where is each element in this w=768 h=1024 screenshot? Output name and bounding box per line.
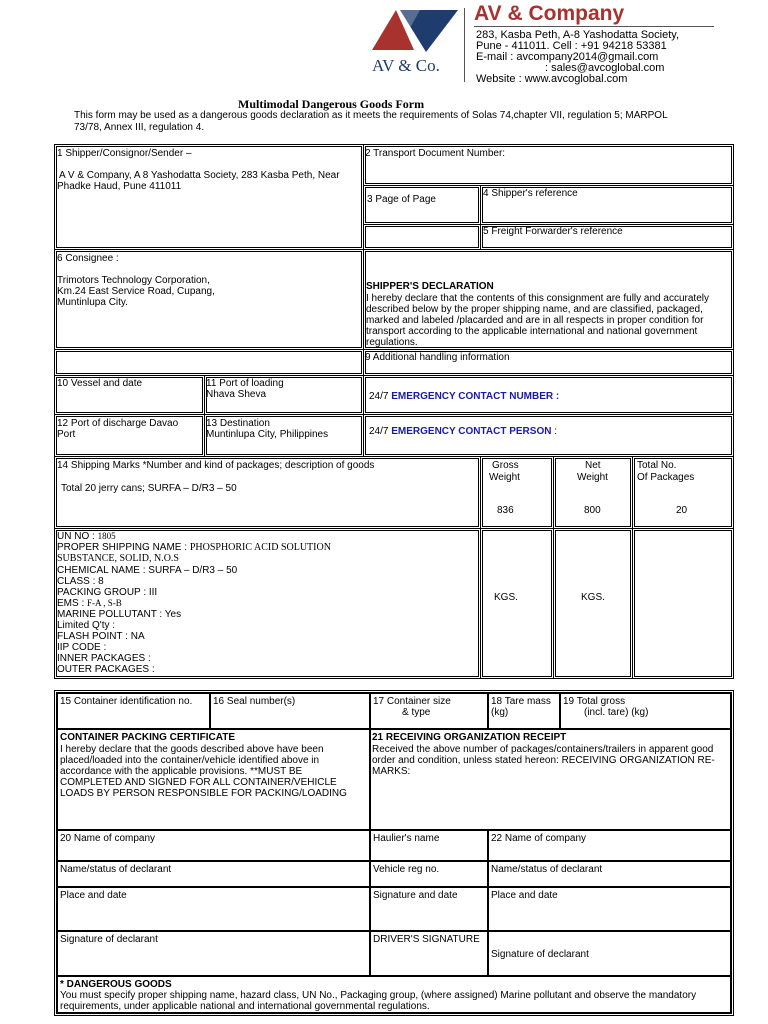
emergency-number-prefix: 24/7 [369,391,389,402]
name-status-left-label: Name/status of declarant [60,864,172,875]
declaration-line1: I hereby declare that the contents of this consignment are fully and accurately [366,293,709,304]
declaration-line4: transport according to the applicable international and national government [366,326,698,337]
goods-ems-value: F-A , S-B [87,598,122,608]
place-date-right-label: Place and date [491,890,558,901]
net-weight-value: 800 [584,505,601,516]
total-label-1: Total No. [637,460,677,471]
tare-label-2: (kg) [491,707,509,718]
company-email: E-mail : avcompany2014@gmail.com [476,51,659,63]
company-name-underline [474,26,714,27]
shipper-line2: Phadke Haud, Pune 411011 [57,181,182,192]
handling-label: 9 Additional handling information [365,352,510,363]
receipt-line2: order and condition, unless stated hereon: RECEIVING ORGANIZATION RE- [372,755,715,766]
shipping-marks-label: 14 Shipping Marks *Number and kind of packages; description of goods [57,460,375,471]
container-size-label-2: & type [402,707,431,718]
total-gross-label-2: (incl. tare) (kg) [584,707,649,718]
form-intro-line2: 73/78, Annex III, regulation 4. [74,122,205,133]
place-date-left-label: Place and date [60,890,127,901]
form-title: Multimodal Dangerous Goods Form [238,97,425,111]
gross-label-1: Gross [492,460,519,471]
header-divider [464,8,465,82]
emergency-person [369,426,557,438]
port-loading-value: Nhava Sheva [206,389,267,400]
emergency-person-prefix: 24/7 [369,426,389,437]
company-logo-icon [370,6,466,56]
declaration-title: SHIPPER'S DECLARATION [366,281,494,292]
goods-flash: FLASH POINT : NA [57,631,145,642]
declaration-line3: marked and labeled /placarded and are in all respects in proper condition for [366,315,704,326]
packing-cert-line5: LOADS BY PERSON RESPONSIBLE FOR PACKING/LOADING [60,788,347,799]
goods-packing-group: PACKING GROUP : III [57,587,158,598]
vessel-label: 10 Vessel and date [57,378,143,389]
goods-chemical: CHEMICAL NAME : SURFA – D/R3 – 50 [57,565,238,576]
shipper-line1: A V & Company, A 8 Yashodatta Society, 283 Kasba Peth, Near [59,170,340,181]
packing-cert-title: CONTAINER PACKING CERTIFICATE [60,732,235,743]
declaration-line5: regulations. [366,337,418,348]
company-sales-email: : sales@avcoglobal.com [545,62,665,74]
shipper-label: 1 Shipper/Consignor/Sender – [57,148,192,159]
footer-title: * DANGEROUS GOODS [60,979,172,990]
emergency-number [369,391,559,403]
goods-psn [57,542,331,554]
company-address: 283, Kasba Peth, A-8 Yashodatta Society, [476,29,680,41]
goods-psn-value2: SUBSTANCE, SOLID, N.O.S [57,553,179,564]
port-discharge-label2: Port [57,429,76,440]
footer-line1: You must specify proper shipping name, hazard class, UN No., Packaging group, (where assigned) Marine pollutant and observe the mandatory [60,990,697,1001]
port-discharge-label: 12 Port of discharge Davao [57,418,179,429]
drivers-sig-label: DRIVER'S SIGNATURE [373,934,480,945]
packing-cert-line4: COMPLETED AND SIGNED FOR ALL CONTAINER/VEHICLE [60,777,337,788]
vehicle-reg-label: Vehicle reg no. [373,864,440,875]
goods-ems [57,598,122,610]
gross-label-2: Weight [489,472,520,483]
port-loading-label: 11 Port of loading [206,378,284,389]
goods-un [57,531,116,543]
destination-value: Muntinlupa City, Philippines [206,429,329,440]
goods-psn-value: PHOSPHORIC ACID SOLUTION [189,542,331,553]
company-20-label: 20 Name of company [60,833,156,844]
company-city: Pune - 411011. Cell : +91 94218 53381 [476,40,667,52]
section-blank [54,349,364,376]
goods-iip: IIP CODE : [57,642,107,653]
container-size-label-1: 17 Container size [373,696,451,707]
net-label-1: Net [585,460,601,471]
shipper-ref-label: 4 Shipper's reference [483,188,578,199]
total-gross-label-1: 19 Total gross [563,696,626,707]
emergency-person-suffix: : [554,426,558,437]
consignee-line1: Trimotors Technology Corporation, [57,275,210,286]
total-label-2: Of Packages [637,472,695,483]
packing-cert-line3: accordance with the applicable provisions. **MUST BE [60,766,303,777]
form-intro-line1: This form may be used as a dangerous goods declaration as it meets the requirements of Solas 74,chapter VII, regulation 5; MARPOL [74,110,668,121]
goods-inner: INNER PACKAGES : [57,653,151,664]
section-gross-units [480,528,554,679]
packing-cert-line1: I hereby declare that the goods described above have been [60,744,324,755]
net-unit: KGS. [581,592,605,603]
net-label-2: Weight [577,472,608,483]
section-package-units [632,528,734,679]
goods-un-value: 1805 [97,531,116,541]
gross-unit: KGS. [494,592,518,603]
declaration-line2: described below by the proper shipping name, and are classified, packaged, [366,304,703,315]
goods-class: CLASS : 8 [57,576,104,587]
goods-outer: OUTER PACKAGES : [57,664,155,675]
receipt-title: 21 RECEIVING ORGANIZATION RECEIPT [372,732,567,743]
emergency-number-label: EMERGENCY CONTACT NUMBER : [391,391,560,402]
consignee-label: 6 Consignee : [57,253,119,264]
hauliers-name-label: Haulier's name [373,833,440,844]
sig-declarant-right-label: Signature of declarant [491,949,589,960]
footer-line2: requirements, under applicable national and international governmental regulations. [60,1001,430,1012]
company-22-label: 22 Name of company [491,833,587,844]
section-page-extra [363,224,481,250]
name-status-right-label: Name/status of declarant [491,864,603,875]
emergency-person-label: EMERGENCY CONTACT PERSON [391,426,552,437]
container-id-label: 15 Container identification no. [60,696,193,707]
logo-text: AV & Co. [372,56,440,75]
seal-label: 16 Seal number(s) [213,696,296,707]
destination-label: 13 Destination [206,418,270,429]
goods-psn-label: PROPER SHIPPING NAME : [57,542,188,553]
packing-cert-line2: placed/loaded into the container/vehicle identified above in [60,755,320,766]
company-website: Website : www.avcoglobal.com [476,73,628,85]
sig-date-label: Signature and date [373,890,458,901]
freight-ref-label: 5 Freight Forwarder's reference [483,226,623,237]
goods-limited: Limited Q'ty : [57,620,116,631]
receipt-line3: MARKS: [372,766,411,777]
company-name: AV & Company [474,2,625,25]
tare-label-1: 18 Tare mass [491,696,551,707]
goods-ems-label: EMS : [57,598,85,609]
consignee-line2: Km.24 East Service Road, Cupang, [57,286,215,297]
total-packages-value: 20 [676,505,688,516]
receipt-line1: Received the above number of packages/containers/trailers in apparent good [372,744,714,755]
shipping-marks-value: Total 20 jerry cans; SURFA – D/R3 – 50 [61,483,237,494]
section-net-units [553,528,633,679]
page-of-label: 3 Page of Page [367,194,436,205]
goods-marine: MARINE POLLUTANT : Yes [57,609,182,620]
consignee-line3: Muntinlupa City. [57,297,128,308]
transport-doc-label: 2 Transport Document Number: [365,148,506,159]
goods-un-label: UN NO : [57,531,95,542]
gross-weight-value: 836 [497,505,514,516]
section-shipper [54,144,364,250]
sig-declarant-left-label: Signature of declarant [60,934,158,945]
